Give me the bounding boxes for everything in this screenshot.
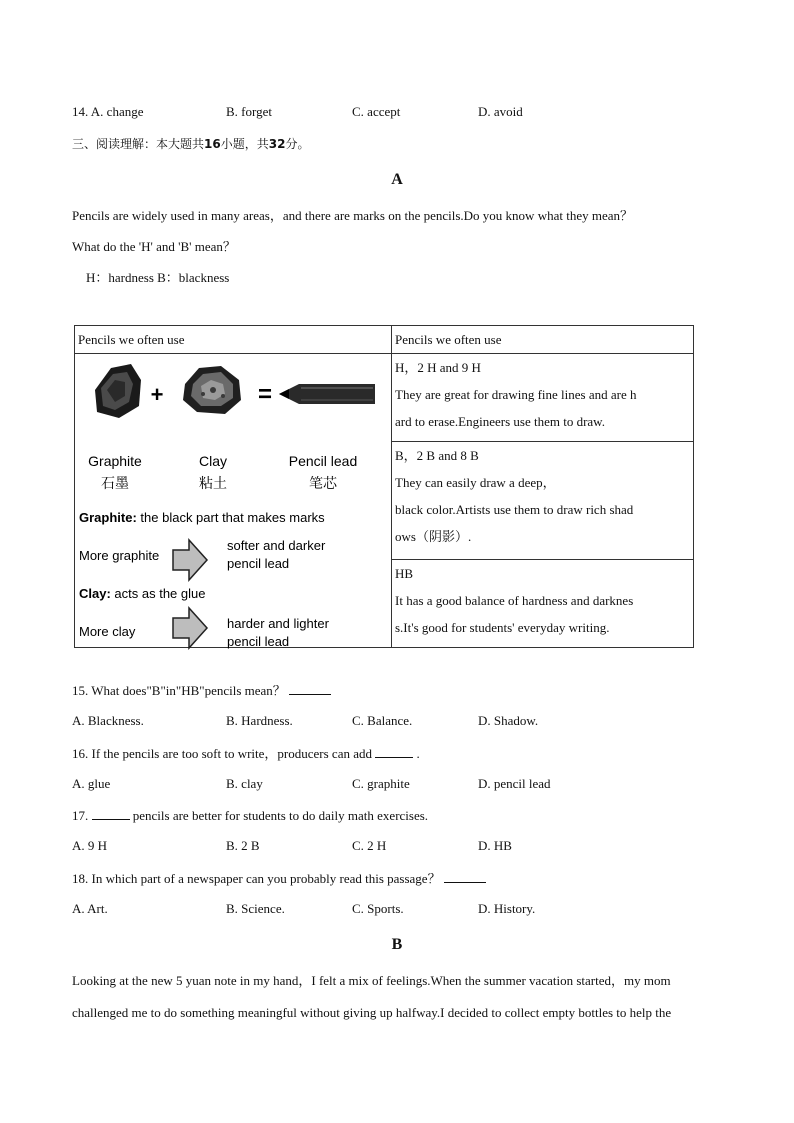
b-pencils-desc-line-3: ows（阴影）.	[395, 529, 472, 545]
answer-blank	[92, 807, 130, 820]
question-16-option-a: A. glue	[72, 776, 111, 791]
b-pencils-cell	[392, 442, 694, 559]
question-15-option-b: B. Hardness.	[226, 713, 293, 728]
passage-b-line-1: Looking at the new 5 yuan note in my hand，I felt a mix of feelings.When the summer vacation started，my mom	[72, 973, 671, 988]
question-17-option-b: B. 2 B	[226, 838, 260, 853]
passage-a-heading: A	[391, 171, 403, 188]
hb-pencils-cell	[392, 559, 694, 647]
question-16-options	[72, 776, 632, 792]
passage-a-paragraph-2: What do the 'H' and 'B' mean？	[72, 239, 236, 254]
graphite-chinese-label: 石墨	[101, 475, 129, 491]
more-graphite-label: More graphite	[79, 548, 160, 563]
graphite-rock-icon	[95, 364, 141, 418]
question-17-stem: 17. pencils are better for students to do daily math exercises.	[72, 808, 429, 823]
right-arrow-icon	[173, 608, 207, 648]
question-14-option-b: B. forget	[226, 104, 272, 119]
question-18-option-c: C. Sports.	[352, 901, 404, 916]
graphite-definition: Graphite: the black part that makes marks	[79, 510, 325, 525]
pencil-illustration	[75, 354, 387, 649]
passage-b-line-2: challenged me to do something meaningful without giving up halfway.I decided to collect empty bottles to help the	[72, 1005, 672, 1020]
h-pencils-desc-line-2: ard to erase.Engineers use them to draw.	[395, 414, 605, 429]
question-17-option-d: D. HB	[478, 838, 512, 853]
question-15-stem: 15. What does"B"in"HB"pencils mean？	[72, 682, 331, 699]
passage-a-paragraph-3: H：hardness B：blackness	[86, 270, 230, 285]
clay-chinese-label: 粘土	[199, 475, 227, 491]
pencil-lead-label: Pencil lead	[288, 453, 358, 469]
question-17-option-c: C. 2 H	[352, 838, 387, 853]
clay-rock-icon	[183, 366, 241, 414]
pencil-lead-chinese-label: 笔芯	[309, 475, 337, 491]
graphite-label: Graphite	[88, 453, 142, 469]
clay-label: Clay	[198, 453, 228, 469]
question-17-option-a: A. 9 H	[72, 838, 108, 853]
pencil-lead-icon	[279, 384, 375, 404]
pencil-illustration-cell	[75, 354, 392, 648]
more-clay-label: More clay	[79, 624, 136, 639]
harder-lighter-label-1: harder and lighter	[227, 616, 329, 631]
question-16-option-c: C. graphite	[352, 776, 410, 791]
b-pencils-desc-line-2: black color.Artists use them to draw rich shad	[395, 502, 634, 518]
h-pencils-title: H，2 H and 9 H	[395, 360, 481, 375]
question-14-options	[72, 104, 632, 120]
section-heading: 三、阅读理解：本大题共16小题，共32分。	[72, 137, 310, 151]
answer-blank	[375, 745, 413, 758]
question-18-stem: 18. In which part of a newspaper can you probably read this passage？	[72, 870, 486, 887]
b-pencils-title: B，2 B and 8 B	[395, 448, 479, 464]
passage-b-heading: B	[391, 936, 403, 953]
softer-darker-label-1: softer and darker	[227, 538, 326, 553]
question-16-stem: 16. If the pencils are too soft to write，producers can add .	[72, 746, 420, 761]
hb-pencils-title: HB	[395, 565, 414, 581]
clay-definition: Clay: acts as the glue	[79, 586, 206, 601]
question-14-option-c: C. accept	[352, 104, 401, 119]
passage-a-paragraph-1: Pencils are widely used in many areas，and there are marks on the pencils.Do you know what they mean？	[72, 208, 633, 223]
question-17-options	[72, 838, 632, 854]
question-15-option-a: A. Blackness.	[72, 713, 144, 728]
answer-blank	[289, 682, 331, 695]
softer-darker-label-2: pencil lead	[227, 556, 290, 571]
question-15-option-d: D. Shadow.	[478, 713, 539, 728]
right-arrow-icon	[173, 540, 207, 580]
question-18-option-a: A. Art.	[72, 901, 108, 916]
h-pencils-cell	[392, 354, 694, 442]
question-18-option-d: D. History.	[478, 901, 536, 916]
answer-blank	[444, 870, 486, 883]
question-16-option-d: D. pencil lead	[478, 776, 551, 791]
question-18-options	[72, 901, 632, 917]
equals-sign: =	[257, 381, 273, 408]
plus-sign: +	[150, 382, 164, 407]
b-pencils-desc-line-1: They can easily draw a deep，	[395, 475, 556, 491]
question-15-option-c: C. Balance.	[352, 713, 413, 728]
question-14-option-d: D. avoid	[478, 104, 523, 119]
hb-pencils-desc-line-1: It has a good balance of hardness and darknes	[395, 592, 634, 608]
table-header-right: Pencils we often use	[392, 326, 694, 354]
question-15-options	[72, 713, 632, 729]
question-14-option-a: 14. A. change	[72, 104, 144, 119]
h-pencils-desc-line-1: They are great for drawing fine lines and are h	[395, 387, 637, 402]
pencil-table	[74, 325, 694, 648]
question-18-option-b: B. Science.	[226, 901, 285, 916]
harder-lighter-label-2: pencil lead	[227, 634, 290, 649]
question-16-option-b: B. clay	[226, 776, 263, 791]
table-header-left: Pencils we often use	[75, 326, 392, 354]
hb-pencils-desc-line-2: s.It's good for students' everyday writing.	[395, 619, 610, 635]
